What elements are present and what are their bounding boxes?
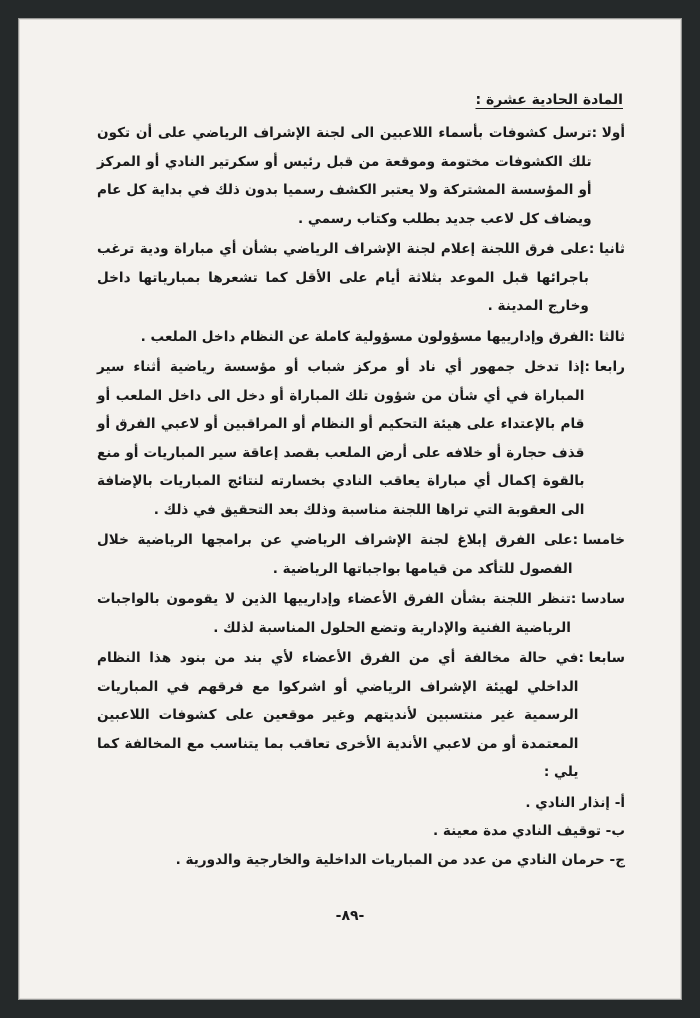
clause-second [97, 235, 625, 321]
clause-label: ثانيا : [588, 241, 625, 257]
clause-text: على فرق اللجنة إعلام لجنة الإشراف الرياضي بشأن أي مباراة ودية ترغب باجرائها قبل الموعد بثلاثة أيام على الأقل كما تشعرها بمبارياتها داخل وخارج المدينة . [97, 241, 589, 314]
article-title-text: المادة الحادية عشرة : [475, 92, 623, 108]
penalty-item-b: ب- توقيف النادي مدة معينة . [433, 823, 625, 839]
clause-text: على الفرق إبلاغ لجنة الإشراف الرياضي عن برامجها الرياضية خلال الفصول للتأكد من قيامها بواجباتها الرياضية . [97, 532, 573, 577]
clause-label: خامسا : [572, 532, 625, 548]
article-title [97, 85, 625, 119]
clause-label: سادسا : [570, 591, 625, 607]
clause-fourth [97, 353, 625, 524]
clause-text: الفرق وإدارييها مسؤولون مسؤولية كاملة عن النظام داخل الملعب . [140, 328, 589, 345]
clause-text: ترسل كشوفات بأسماء اللاعبين الى لجنة الإشراف الرياضي على أن تكون تلك الكشوفات مختومة وموقعة من قبل رئيس أو سكرتير النادي أو المركز أو المؤسسة المشتركة ولا يعتبر الكشف رسميا بدون ذلك في بداية كل عام ويضاف كل لاعب جديد بطلب وكتاب رسمي . [97, 125, 592, 227]
clause-first [97, 119, 625, 233]
clause-label: رابعا : [584, 359, 625, 375]
page-number: -٨٩- [335, 908, 365, 924]
clause-fifth [97, 526, 625, 583]
document-page [18, 18, 682, 1000]
clause-sixth [97, 585, 625, 642]
clause-label: سابعا : [578, 650, 625, 666]
clause-text: إذا تدخل جمهور أي ناد أو مركز شباب أو مؤسسة رياضية أثناء سير المباراة في أي شأن من شؤون تلك المباراة أو دخل الى داخل الملعب أو قام بالإعتداء على هيئة التحكيم أو النظام أو المراقبين أو لاعبي الفرق أو قذف حجارة أو خلافه على أرض الملعب بقصد إعاقة سير المباريات أو منع بالقوة إكمال أي مباراة يعاقب النادي بخسارته لنتائج المباريات بالإضافة الى العقوبة التي تراها اللجنة مناسبة وذلك بعد التحقيق في ذلك . [97, 359, 585, 518]
clause-label: ثالثا : [588, 328, 625, 345]
penalty-item-a: أ- إنذار النادي . [525, 794, 625, 811]
document-body [97, 85, 625, 874]
clause-seventh [97, 644, 625, 787]
clause-text: في حالة مخالفة أي من الفرق الأعضاء لأي بند من بنود هذا النظام الداخلي لهيئة الإشراف الرياضي أو اشركوا مع فرقهم في المباريات الرسمية غير منتسبين لأنديتهم وغير موقعين على كشوفات اللاعبين المعتمدة أو من لاعبي الأندية الأخرى تعاقب بما يتناسب مع المخالفة كما يلي : [97, 650, 579, 780]
clause-text: تنظر اللجنة بشأن الفرق الأعضاء وإدارييها الذين لا يقومون بالواجبات الرياضية الفنية والإدارية وتضع الحلول المناسبة لذلك . [97, 591, 571, 636]
clause-label: أولا : [591, 125, 625, 141]
penalty-item-c: ج- حرمان النادي من عدد من المباريات الداخلية والخارجية والدورية . [175, 851, 625, 868]
clause-third [97, 323, 625, 352]
